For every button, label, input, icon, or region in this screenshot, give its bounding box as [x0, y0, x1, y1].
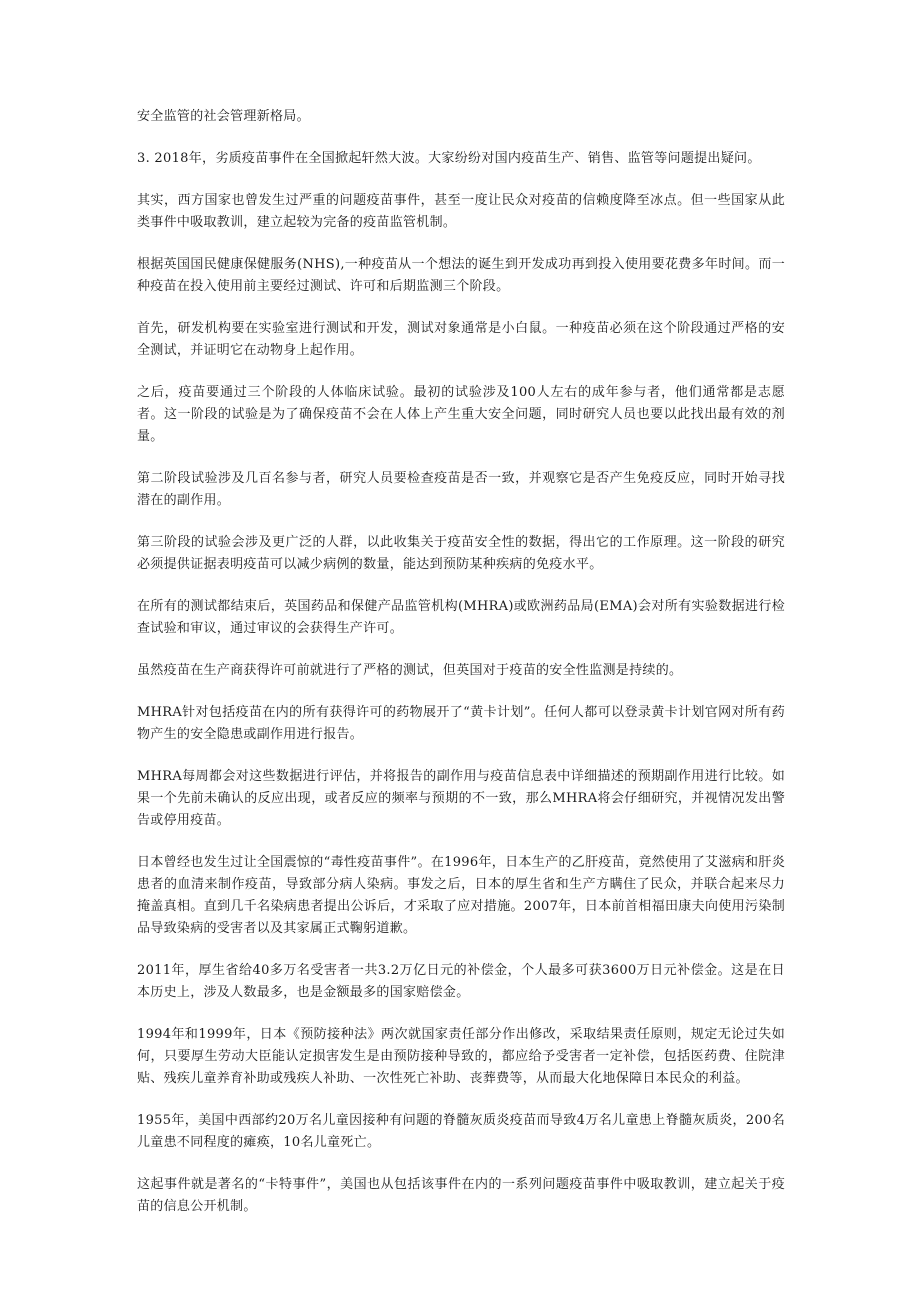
paragraph: 2011年，厚生省给40多万名受害者一共3.2万亿日元的补偿金，个人最多可获3600万日元补偿金。这是在日本历史上，涉及人数最多，也是金额最多的国家赔偿金。	[137, 963, 785, 1000]
document-page	[137, 106, 785, 1238]
paragraph: 第二阶段试验涉及几百名参与者，研究人员要检查疫苗是否一致，并观察它是否产生免疫反应，同时开始寻找潜在的副作用。	[137, 471, 785, 508]
paragraph: 1955年，美国中西部约20万名儿童因接种有问题的脊髓灰质炎疫苗而导致4万名儿童患上脊髓灰质炎，200名儿童患不同程度的瘫痪，10名儿童死亡。	[137, 1113, 785, 1150]
paragraph: 其实，西方国家也曾发生过严重的问题疫苗事件，甚至一度让民众对疫苗的信赖度降至冰点。但一些国家从此类事件中吸取教训，建立起较为完备的疫苗监管机制。	[137, 193, 785, 230]
paragraph: 安全监管的社会管理新格局。	[137, 109, 310, 124]
paragraph: 这起事件就是著名的“卡特事件”，美国也从包括该事件在内的一系列问题疫苗事件中吸取教训，建立起关于疫苗的信息公开机制。	[137, 1177, 785, 1214]
paragraph: 在所有的测试都结束后，英国药品和保健产品监管机构(MHRA)或欧洲药品局(EMA)会对所有实验数据进行检查试验和审议，通过审议的会获得生产许可。	[137, 599, 785, 636]
paragraph: 1994年和1999年，日本《预防接种法》两次就国家责任部分作出修改，采取结果责任原则，规定无论过失如何，只要厚生劳动大臣能认定损害发生是由预防接种导致的，都应给予受害者一定补偿，包括医药费、住院津贴、残疾儿童养育补助或残疾人补助、一次性死亡补助、丧葬费等，从而最大化地保障日本民众的利益。	[137, 1027, 785, 1086]
paragraph: 第三阶段的试验会涉及更广泛的人群，以此收集关于疫苗安全性的数据，得出它的工作原理。这一阶段的研究必须提供证据表明疫苗可以减少病例的数量，能达到预防某种疾病的免疫水平。	[137, 535, 785, 572]
paragraph: 首先，研发机构要在实验室进行测试和开发，测试对象通常是小白鼠。一种疫苗必须在这个阶段通过严格的安全测试，并证明它在动物身上起作用。	[137, 321, 785, 358]
paragraph: 之后，疫苗要通过三个阶段的人体临床试验。最初的试验涉及100人左右的成年参与者，他们通常都是志愿者。这一阶段的试验是为了确保疫苗不会在人体上产生重大安全问题，同时研究人员也要以此找出最有效的剂量。	[137, 385, 785, 444]
paragraph: 日本曾经也发生过让全国震惊的“毒性疫苗事件”。在1996年，日本生产的乙肝疫苗，竟然使用了艾滋病和肝炎患者的血清来制作疫苗，导致部分病人染病。事发之后，日本的厚生省和生产方瞒住了民众，并联合起来尽力掩盖真相。直到几千名染病患者提出公诉后，才采取了应对措施。2007年，日本前首相福田康夫向使用污染制品导致染病的受害者以及其家属正式鞠躬道歉。	[137, 855, 785, 936]
paragraph: MHRA针对包括疫苗在内的所有获得许可的药物展开了“黄卡计划”。任何人都可以登录黄卡计划官网对所有药物产生的安全隐患或副作用进行报告。	[137, 705, 785, 742]
paragraph: 根据英国国民健康保健服务(NHS),一种疫苗从一个想法的诞生到开发成功再到投入使用要花费多年时间。而一种疫苗在投入使用前主要经过测试、许可和后期监测三个阶段。	[137, 257, 785, 294]
paragraph: 3. 2018年，劣质疫苗事件在全国掀起轩然大波。大家纷纷对国内疫苗生产、销售、监管等问题提出疑问。	[137, 151, 761, 166]
paragraph: 虽然疫苗在生产商获得许可前就进行了严格的测试，但英国对于疫苗的安全性监测是持续的。	[137, 663, 683, 678]
paragraph: MHRA每周都会对这些数据进行评估，并将报告的副作用与疫苗信息表中详细描述的预期副作用进行比较。如果一个先前未确认的反应出现，或者反应的频率与预期的不一致，那么MHRA将会仔细研究，并视情况发出警告或停用疫苗。	[137, 769, 785, 828]
